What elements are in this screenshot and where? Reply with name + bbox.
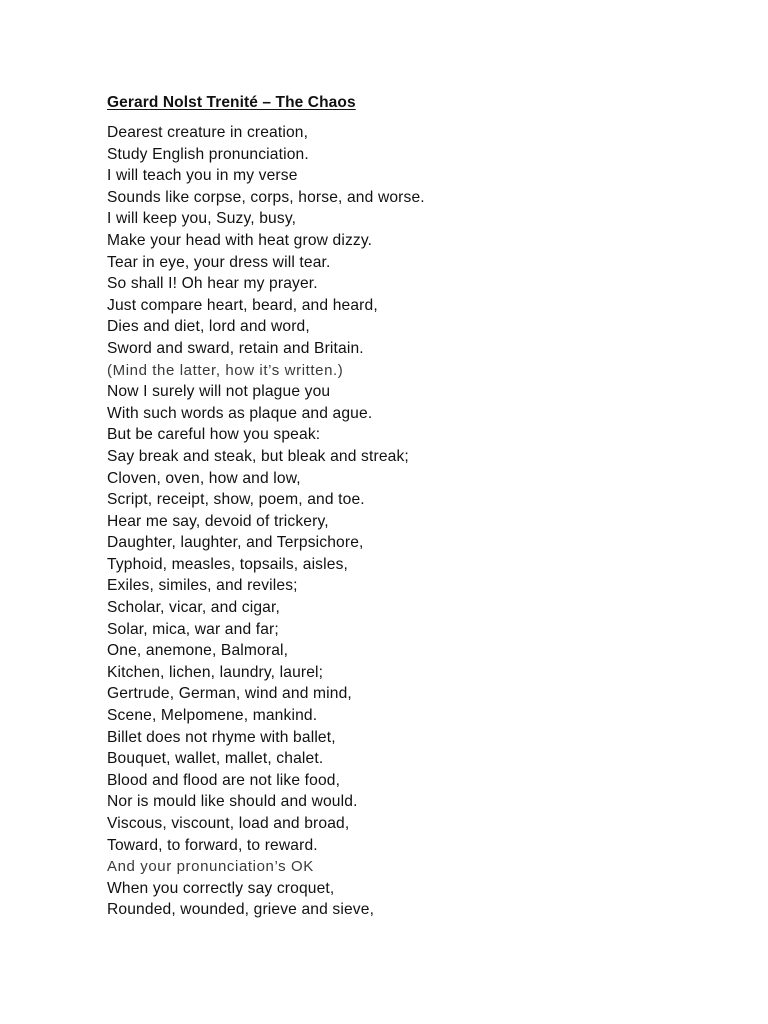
poem-line: Nor is mould like should and would. [107, 793, 358, 811]
poem-line: But be careful how you speak: [107, 426, 321, 444]
poem-line: Solar, mica, war and far; [107, 620, 279, 638]
poem-line: One, anemone, Balmoral, [107, 642, 289, 660]
poem-line: Bouquet, wallet, mallet, chalet. [107, 750, 324, 768]
poem-line: I will teach you in my verse [107, 167, 298, 185]
poem-line: And your pronunciation’s OK [107, 858, 314, 876]
poem-body [107, 122, 768, 921]
poem-line: Rounded, wounded, grieve and sieve, [107, 901, 375, 919]
poem-line: Billet does not rhyme with ballet, [107, 728, 336, 746]
poem-line: Kitchen, lichen, laundry, laurel; [107, 663, 324, 681]
poem-line: Daughter, laughter, and Terpsichore, [107, 534, 364, 552]
poem-line: Just compare heart, beard, and heard, [107, 296, 378, 314]
poem-line: When you correctly say croquet, [107, 879, 335, 897]
poem-line: Gertrude, German, wind and mind, [107, 685, 352, 703]
poem-line: (Mind the latter, how it’s written.) [107, 361, 344, 379]
document-title: Gerard Nolst Trenité – The Chaos [107, 94, 356, 111]
poem-line: Scholar, vicar, and cigar, [107, 599, 280, 617]
poem-line: Typhoid, measles, topsails, aisles, [107, 555, 348, 573]
poem-line: Dearest creature in creation, [107, 124, 309, 141]
poem-line: Scene, Melpomene, mankind. [107, 707, 318, 725]
poem-line: Study English pronunciation. [107, 145, 309, 163]
poem-line: With such words as plaque and ague. [107, 404, 373, 422]
poem-line: So shall I! Oh hear my prayer. [107, 275, 318, 293]
poem-line: Say break and steak, but bleak and streak; [107, 447, 409, 465]
poem-line: Viscous, viscount, load and broad, [107, 815, 350, 832]
poem-line: Sword and sward, retain and Britain. [107, 339, 364, 357]
poem-line: Blood and flood are not like food, [107, 771, 341, 789]
poem-line: Tear in eye, your dress will tear. [107, 253, 331, 271]
poem-line: Script, receipt, show, poem, and toe. [107, 491, 365, 509]
poem-line: Hear me say, devoid of trickery, [107, 512, 329, 530]
poem-line: I will keep you, Suzy, busy, [107, 210, 297, 228]
poem-line: Exiles, similes, and reviles; [107, 577, 298, 595]
poem-line: Dies and diet, lord and word, [107, 318, 310, 336]
poem-line: Toward, to forward, to reward. [107, 836, 318, 854]
poem-line: Cloven, oven, how and low, [107, 469, 301, 487]
poem-line: Make your head with heat grow dizzy. [107, 231, 373, 249]
poem-line: Sounds like corpse, corps, horse, and worse. [107, 188, 425, 206]
poem-line: Now I surely will not plague you [107, 383, 331, 401]
